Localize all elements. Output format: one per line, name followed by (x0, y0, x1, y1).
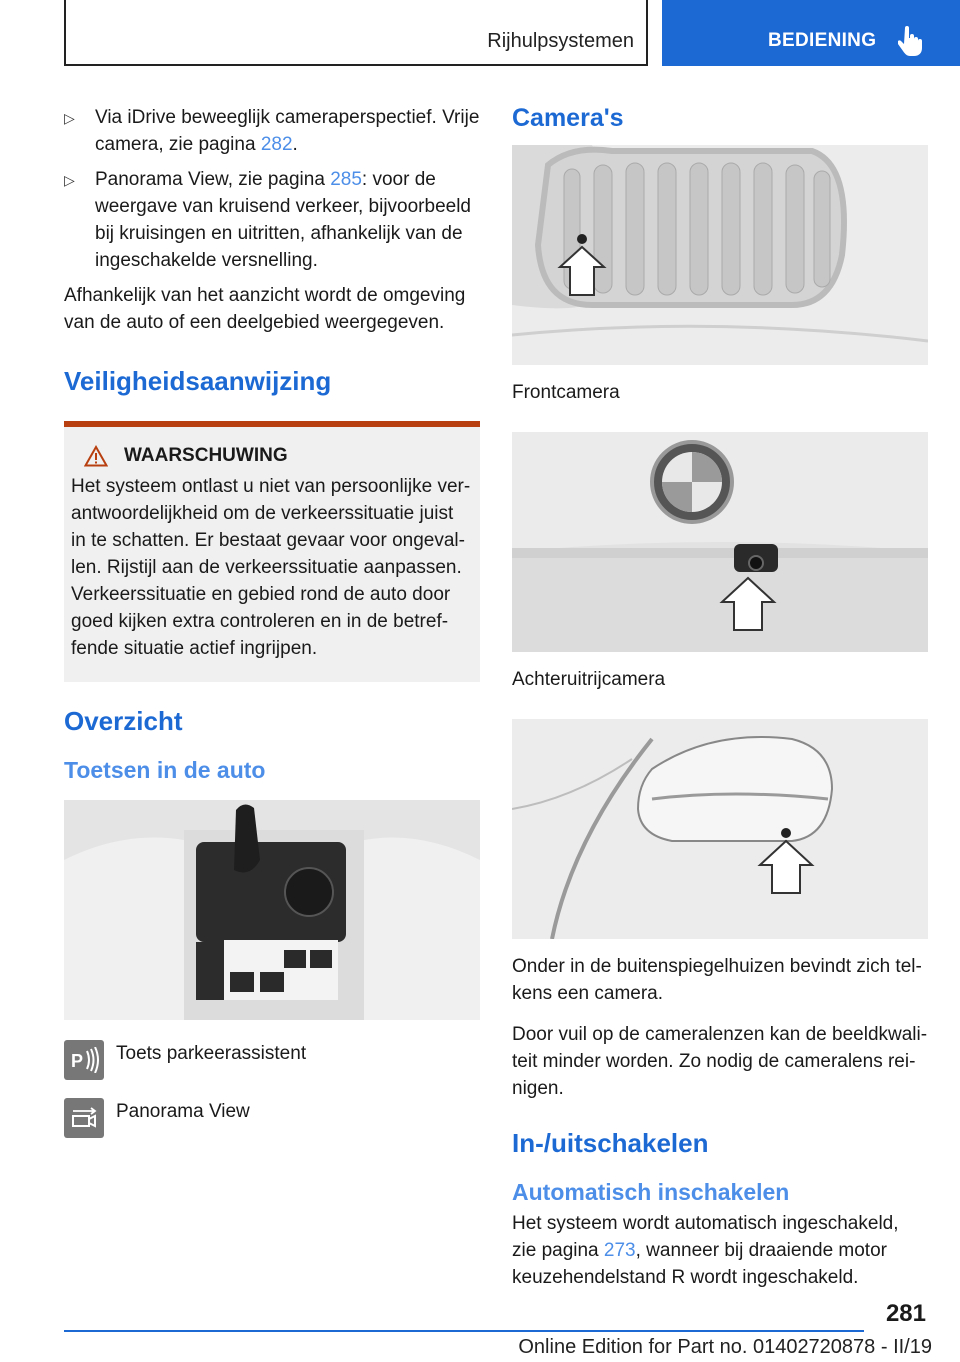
auto-on-text-start: Het systeem wordt automatisch ingeschakeld, zie pagina (512, 1213, 899, 1261)
footer-edition: Online Edition for Part no. 01402720878 - II/19 (518, 1336, 932, 1358)
heading-cameras: Camera's (512, 104, 624, 132)
legend-label-park-assist: Toets parkeerassistent (116, 1043, 307, 1064)
svg-text:P: P (71, 1051, 84, 1071)
heading-on-off: In-/uitschakelen (512, 1128, 709, 1158)
panorama-view-icon (64, 1098, 104, 1138)
section-title: Rijhulpsystemen (487, 30, 634, 52)
mirror-camera-text: Onder in de buitenspiegelhuizen bevindt zich telkens een camera. (512, 956, 922, 1004)
page-number: 281 (885, 1300, 926, 1327)
warning-text: Het systeem ontlast u niet van persoonlijke verantwoordelijkheid om de verkeerssituatie juist in te schatten. Er bestaat gevaar voor ongevallen. Rijstijl aan de verkeerssituatie aanpassen. Verkeerssituatie en gebied rond de auto door goed kijken extra controleren en in de betreffende situatie actief ingrijpen. (71, 476, 471, 659)
front-camera-image (512, 145, 928, 365)
page-link-285[interactable]: 285 (330, 169, 362, 190)
heading-buttons-in-car: Toetsen in de auto (64, 757, 266, 783)
bullet-triangle-icon: ▷ (64, 172, 75, 188)
front-grille-illustration (512, 145, 928, 365)
warning-title: WAARSCHUWING (124, 445, 288, 466)
heading-safety: Veiligheidsaanwijzing (64, 366, 332, 396)
footer-divider (64, 1330, 864, 1332)
left-column (64, 104, 480, 1156)
heading-overview: Overzicht (64, 706, 183, 736)
center-console-illustration (64, 800, 480, 1020)
header-chapter-box (662, 0, 960, 66)
center-console-image (64, 800, 480, 1020)
caption-front-camera: Frontcamera (512, 382, 620, 403)
bullet-triangle-icon: ▷ (64, 110, 75, 126)
bullet-text: Via iDrive beweeglijk cameraperspectief. Vrije camera, zie pagina (95, 107, 480, 155)
bullet-text-end: : voor de weergave van kruisend verkeer, bijvoorbeeld bij kruisingen en uitritten, afhankelijk van de ingeschakelde versnelling. (95, 169, 471, 271)
hand-pointer-icon (898, 26, 922, 56)
rear-camera-image (512, 432, 928, 652)
warning-box (64, 421, 480, 682)
page-link-282[interactable]: 282 (260, 134, 293, 155)
caption-rear-camera: Achteruitrijcamera (512, 669, 666, 690)
legend-row-panorama (64, 1098, 480, 1138)
auto-on-text (512, 1210, 928, 1291)
mirror-camera-illustration (512, 719, 928, 939)
warning-header (71, 445, 473, 467)
page-link-273[interactable]: 273 (603, 1240, 636, 1261)
rear-camera-illustration (512, 432, 928, 652)
chapter-title: BEDIENING (768, 30, 877, 51)
icon-legend (64, 1040, 480, 1138)
legend-label-panorama: Panorama View (116, 1101, 250, 1122)
auto-on-text-end: , wanneer bij draaiende motor keuzehendelstand R wordt ingeschakeld. (512, 1240, 887, 1288)
header-section-box (64, 0, 648, 66)
bullet-panorama-view (64, 166, 480, 274)
bullet-free-camera (64, 104, 480, 158)
right-column (512, 104, 928, 1291)
legend-row-park-assist (64, 1040, 480, 1080)
warning-triangle-icon (84, 445, 108, 467)
bullet-text-end: . (292, 134, 298, 155)
dirty-lens-text: Door vuil op de cameralenzen kan de beeldkwaliteit minder worden. Zo nodig de cameralens reinigen. (512, 1024, 928, 1099)
heading-auto-on: Automatisch inschakelen (512, 1179, 790, 1205)
bullet-text: Panorama View, zie pagina (95, 169, 331, 190)
view-paragraph: Afhankelijk van het aanzicht wordt de omgeving van de auto of een deelgebied weergegeven. (64, 285, 466, 333)
park-assist-icon (64, 1040, 104, 1080)
mirror-camera-image (512, 719, 928, 939)
